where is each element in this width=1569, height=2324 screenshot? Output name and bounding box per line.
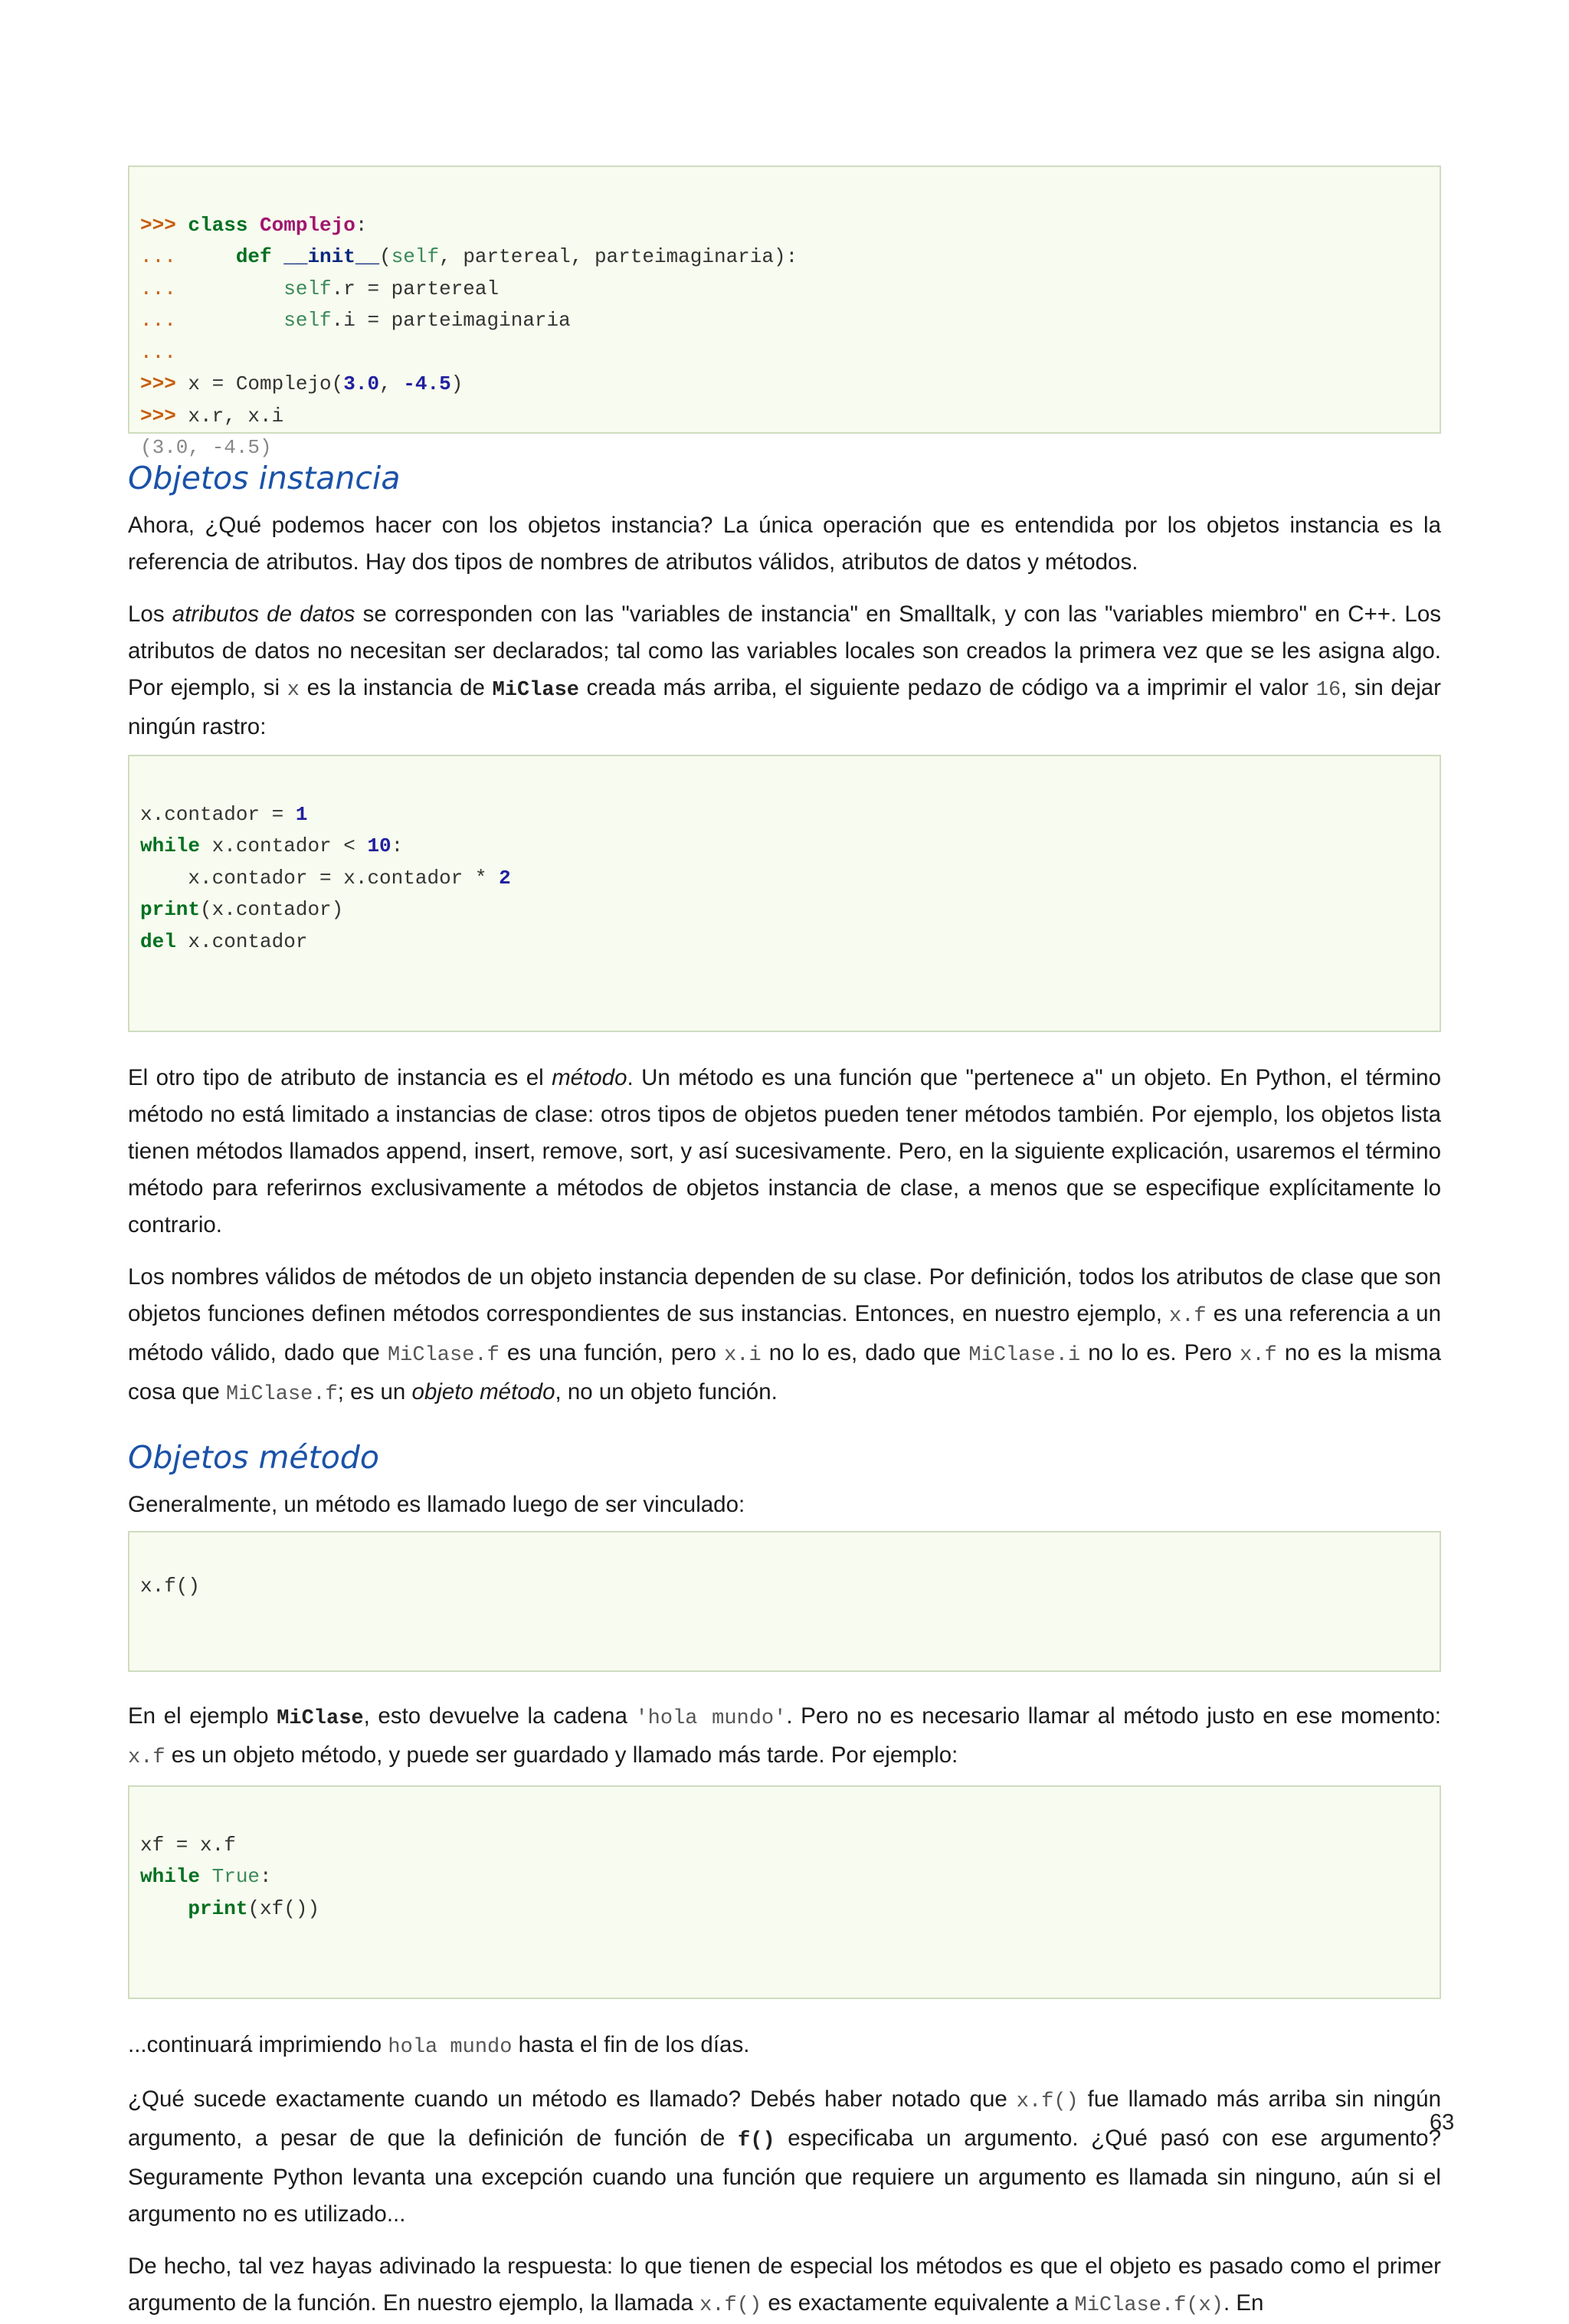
code-line: print(x.contador) — [140, 898, 344, 921]
section-heading-objetos-metodo: Objetos método — [128, 1439, 379, 1476]
paragraph: El otro tipo de atributo de instancia es el método. Un método es una función que "pertenece a" un objeto. En Python, el término método no está limitado a instancias de clase: otros tipos de objetos pueden tener métodos también. Por ejemplo, los objetos lista tienen métodos llamados append, insert, remove, sort, y así sucesivamente. Pero, en la siguiente explicación, usaremos el término método para referirnos exclusivamente a métodos de objetos instancia de clase, a menos que se especifique explícitamente lo contrario. — [128, 1065, 1441, 1237]
paragraph: ...continuará imprimiendo hola mundo hasta el fin de los días. — [128, 2032, 750, 2059]
section-heading-objetos-instancia: Objetos instancia — [128, 460, 401, 497]
code-line: >>> x.r, x.i — [140, 404, 284, 428]
code-line: ... self.r = partereal — [140, 277, 500, 300]
code-line: >>> x = Complejo(3.0, -4.5) — [140, 372, 463, 395]
inline-code: x.f — [1240, 1344, 1277, 1367]
paragraph: Ahora, ¿Qué podemos hacer con los objetos instancia? La única operación que es entendida por los objetos instancia es la referencia de atributos. Hay dos tipos de nombres de atributos válidos, atributos de datos y métodos. — [128, 513, 1441, 575]
paragraph: Los nombres válidos de métodos de un objeto instancia dependen de su clase. Por definición, todos los atributos de clase que son objetos funciones definen métodos correspondientes de sus instancias. Entonces, en nuestro ejemplo, x.f es una referencia a un método válido, dado que MiClase.f es una función, pero x.i no lo es, dado que MiClase.i no lo es. Pero x.f no es la misma cosa que MiClase.f; es un objeto método, no un objeto función. — [128, 1264, 1441, 1406]
code-block-xf-call — [128, 1531, 1441, 1672]
code-line: del x.contador — [140, 929, 308, 953]
inline-code: x.f — [128, 1746, 165, 1769]
paragraph: De hecho, tal vez hayas adivinado la respuesta: lo que tienen de especial los métodos es que el objeto es pasado como el primer argumento de la función. En nuestro ejemplo, la llamada x.f() es exactamente equivalente a MiClase.f(x). En — [128, 2254, 1441, 2317]
paragraph: En el ejemplo MiClase, esto devuelve la cadena 'hola mundo'. Pero no es necesario llamar al método justo en ese momento: x.f es un objeto método, y puede ser guardado y llamado más tarde. Por ejemplo: — [128, 1703, 1442, 1769]
paragraph: ¿Qué sucede exactamente cuando un método es llamado? Debés haber notado que x.f() fue llamado más arriba sin ningún argumento, a pesar de que la definición de función de f() especificaba un argumento. ¿Qué pasó con ese argumento? Seguramente Python levanta una excepción cuando una función que requiere un argumento es llamada sin ninguno, aún si el argumento no es utilizado... — [128, 2086, 1441, 2227]
code-line: x.f() — [140, 1574, 201, 1598]
code-line: ... — [140, 340, 176, 364]
inline-code: x.f — [1169, 1305, 1207, 1328]
inline-code: x — [287, 679, 300, 702]
code-block-contador — [128, 755, 1441, 1032]
inline-code: hola mundo — [388, 2036, 513, 2059]
inline-code: MiClase.f — [387, 1344, 500, 1367]
code-line: print(xf()) — [188, 1896, 320, 1920]
code-line: x.contador = x.contador * 2 — [140, 866, 511, 890]
inline-code: x.f() — [699, 2294, 762, 2317]
inline-code: MiClase.f — [225, 1383, 338, 1406]
code-line: while x.contador < 10: — [140, 834, 404, 857]
page-number: 63 — [1430, 2110, 1455, 2135]
inline-code: MiClase — [492, 679, 580, 702]
code-line: >>> class Complejo: — [140, 213, 368, 237]
code-line: x.contador = 1 — [140, 802, 308, 826]
code-block-complejo — [128, 166, 1441, 459]
inline-code: x.f() — [1016, 2090, 1079, 2113]
code-line: xf = x.f — [140, 1833, 236, 1857]
inline-code: 16 — [1315, 679, 1341, 702]
inline-code: 'hola mundo' — [635, 1707, 787, 1730]
code-line: ... def __init__(self, partereal, parteimaginaria): — [140, 245, 798, 268]
inline-code: f() — [738, 2129, 775, 2152]
code-line: while True: — [140, 1865, 272, 1888]
paragraph: Los atributos de datos se corresponden con las "variables de instancia" en Smalltalk, y con las "variables miembro" en C++. Los atributos de datos no necesitan ser declarados; tal como las variables locales son creados la primera vez que se les asigna algo. Por ejemplo, si x es la instancia de MiClase creada más arriba, el siguiente pedazo de código va a imprimir el valor 16, sin dejar ningún rastro: — [128, 601, 1442, 739]
code-block-xf-loop — [128, 1785, 1441, 1999]
inline-code: MiClase — [277, 1707, 364, 1730]
page-content — [128, 166, 1441, 2324]
code-output-line: (3.0, -4.5) — [140, 436, 272, 459]
inline-code: MiClase.i — [968, 1344, 1081, 1367]
inline-code: MiClase.f(x) — [1074, 2294, 1223, 2317]
inline-code: x.i — [724, 1344, 762, 1367]
code-line: ... self.i = parteimaginaria — [140, 309, 571, 332]
paragraph: Generalmente, un método es llamado luego de ser vinculado: — [128, 1492, 745, 1517]
